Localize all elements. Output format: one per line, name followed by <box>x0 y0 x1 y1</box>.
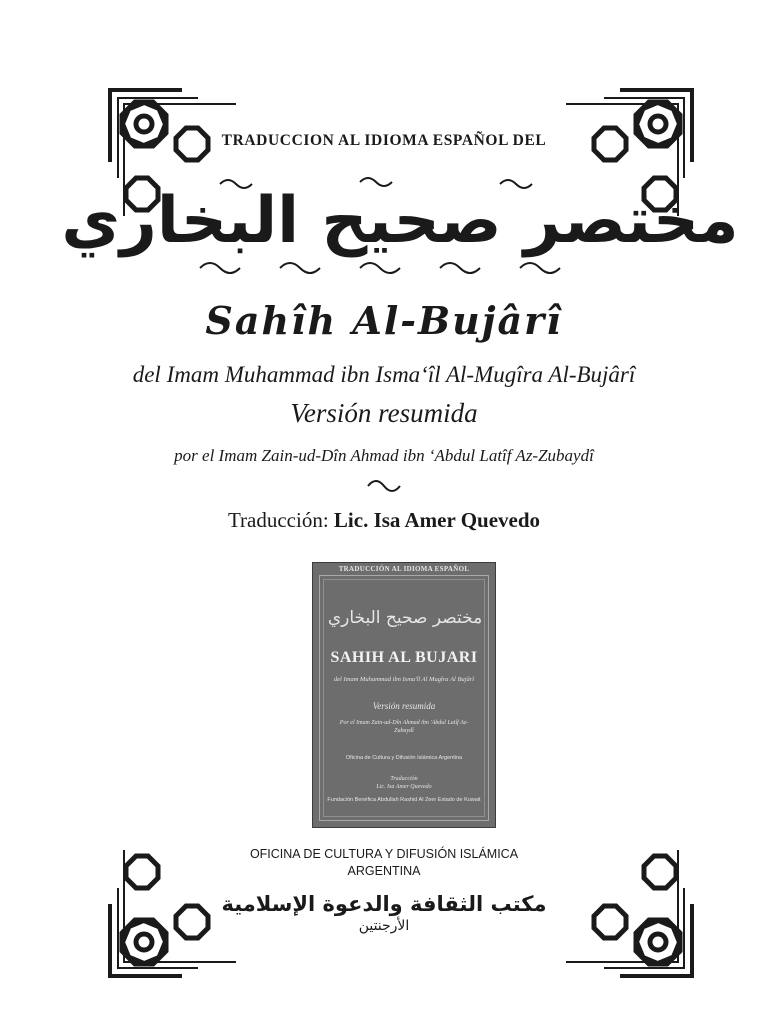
office-name <box>0 846 768 880</box>
office-country-arabic: الأرجنتين <box>358 918 410 934</box>
office-name-arabic: مكتب الثقافة والدعوة الإسلامية <box>221 892 547 916</box>
cover-arabic-calligraphy <box>327 585 483 643</box>
cover-translation-label: Traducción <box>390 776 418 782</box>
version-line: Versión resumida <box>290 398 478 428</box>
cover-abridger: Por el Imam Zain-ud-Dîn Ahmad ibn 'Abdul Latîf Az-Zubaydî <box>339 720 469 734</box>
book-cover-thumbnail <box>312 562 496 828</box>
cover-title: SAHIH AL BUJARI <box>330 649 478 666</box>
arabic-calligraphy-title <box>61 170 739 280</box>
translator-name: Lic. Isa Amer Quevedo <box>333 508 541 532</box>
author-line: del Imam Muhammad ibn Isma‘îl Al-Mugîra Al-Bujârî <box>132 362 636 387</box>
cover-translation <box>327 775 481 791</box>
arabic-title-text: مختصر صحيح البخاري <box>61 184 739 258</box>
office-name-line2: ARGENTINA <box>347 864 421 878</box>
office-name-line1: OFICINA DE CULTURA Y DIFUSIÓN ISLÁMICA <box>249 847 519 861</box>
cover-foundation: Fundación Benéfica Abdullah Rashid Al Zeer Estado de Kuwait <box>327 797 481 803</box>
cover-author: del Imam Muhammad ibn Isma'îl Al Mugîra Al Bujârî <box>333 676 475 683</box>
cover-office: Oficina de Cultura y Difusión Islámica Argentina <box>345 755 463 761</box>
cover-translator: Lic. Isa Amer Quevedo <box>376 784 432 790</box>
top-heading: TRADUCCION AL IDIOMA ESPAÑOL DEL <box>221 132 547 149</box>
cover-heading: TRADUCCIÓN AL IDIOMA ESPAÑOL <box>338 565 470 573</box>
abridger-line: por el Imam Zain-ud-Dîn Ahmad ibn ‘Abdul Latîf Az-Zubaydî <box>174 446 594 465</box>
cover-arabic-title: مختصر صحيح البخاري <box>327 608 483 628</box>
translation-line <box>0 508 768 533</box>
translation-label: Traducción: <box>227 508 329 532</box>
swirl-ornament-icon <box>364 476 404 496</box>
latin-title: Sahîh Al-Bujârî <box>205 298 563 343</box>
cover-version: Versión resumida <box>372 701 436 711</box>
